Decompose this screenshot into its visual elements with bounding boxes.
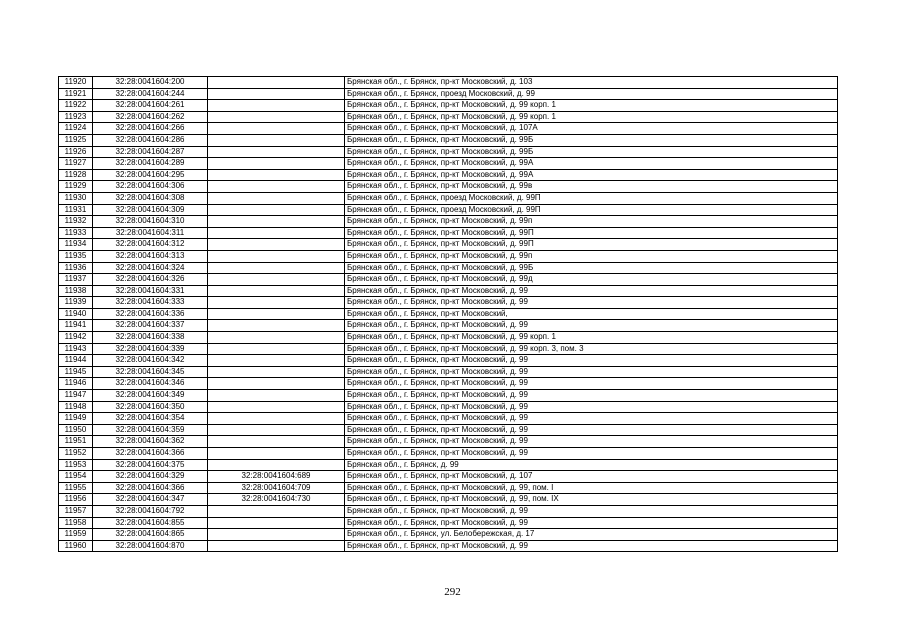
address-cell: Брянская обл., г. Брянск, пр-кт Московский, д. 99п — [345, 216, 838, 228]
row-number-cell: 11927 — [59, 158, 93, 170]
address-cell: Брянская обл., г. Брянск, пр-кт Московский, д. 99в — [345, 181, 838, 193]
cadastral-number-cell: 32:28:0041604:350 — [93, 401, 208, 413]
row-number-cell: 11955 — [59, 482, 93, 494]
cadastral-number-cell: 32:28:0041604:200 — [93, 77, 208, 89]
table-body — [59, 77, 838, 552]
cadastral-number-cell: 32:28:0041604:359 — [93, 424, 208, 436]
cadastral-number-cell: 32:28:0041604:349 — [93, 390, 208, 402]
address-cell: Брянская обл., г. Брянск, пр-кт Московский, д. 99д — [345, 274, 838, 286]
row-number-cell: 11953 — [59, 459, 93, 471]
address-cell: Брянская обл., г. Брянск, проезд Московский, д. 99П — [345, 204, 838, 216]
table-row — [59, 204, 838, 216]
linked-cadastral-number-cell — [208, 274, 345, 286]
row-number-cell: 11954 — [59, 471, 93, 483]
linked-cadastral-number-cell — [208, 181, 345, 193]
row-number-cell: 11933 — [59, 227, 93, 239]
row-number-cell: 11946 — [59, 378, 93, 390]
address-cell: Брянская обл., г. Брянск, пр-кт Московский, д. 99 — [345, 413, 838, 425]
cadastral-number-cell: 32:28:0041604:313 — [93, 250, 208, 262]
table-row — [59, 448, 838, 460]
linked-cadastral-number-cell — [208, 505, 345, 517]
row-number-cell: 11922 — [59, 100, 93, 112]
cadastral-number-cell: 32:28:0041604:266 — [93, 123, 208, 135]
cadastral-number-cell: 32:28:0041604:329 — [93, 471, 208, 483]
cadastral-number-cell: 32:28:0041604:310 — [93, 216, 208, 228]
row-number-cell: 11951 — [59, 436, 93, 448]
table-row — [59, 158, 838, 170]
cadastral-number-cell: 32:28:0041604:286 — [93, 134, 208, 146]
linked-cadastral-number-cell — [208, 262, 345, 274]
linked-cadastral-number-cell — [208, 134, 345, 146]
row-number-cell: 11941 — [59, 320, 93, 332]
linked-cadastral-number-cell — [208, 355, 345, 367]
cadastral-number-cell: 32:28:0041604:295 — [93, 169, 208, 181]
table-row — [59, 390, 838, 402]
row-number-cell: 11959 — [59, 529, 93, 541]
row-number-cell: 11920 — [59, 77, 93, 89]
row-number-cell: 11926 — [59, 146, 93, 158]
table-row — [59, 436, 838, 448]
table-row — [59, 494, 838, 506]
table-row — [59, 471, 838, 483]
linked-cadastral-number-cell — [208, 308, 345, 320]
address-cell: Брянская обл., г. Брянск, пр-кт Московский, д. 99 корп. 1 — [345, 332, 838, 344]
table-row — [59, 355, 838, 367]
cadastral-number-cell: 32:28:0041604:336 — [93, 308, 208, 320]
cadastral-number-cell: 32:28:0041604:375 — [93, 459, 208, 471]
row-number-cell: 11935 — [59, 250, 93, 262]
address-cell: Брянская обл., г. Брянск, пр-кт Московский, д. 99 корп. 1 — [345, 100, 838, 112]
linked-cadastral-number-cell — [208, 320, 345, 332]
table-row — [59, 366, 838, 378]
cadastral-number-cell: 32:28:0041604:312 — [93, 239, 208, 251]
row-number-cell: 11950 — [59, 424, 93, 436]
table-row — [59, 77, 838, 89]
table-row — [59, 285, 838, 297]
cadastral-number-cell: 32:28:0041604:289 — [93, 158, 208, 170]
cadastral-number-cell: 32:28:0041604:261 — [93, 100, 208, 112]
row-number-cell: 11937 — [59, 274, 93, 286]
cadastral-number-cell: 32:28:0041604:337 — [93, 320, 208, 332]
address-cell: Брянская обл., г. Брянск, пр-кт Московский, д. 107А — [345, 123, 838, 135]
row-number-cell: 11948 — [59, 401, 93, 413]
address-cell: Брянская обл., г. Брянск, пр-кт Московский, д. 103 — [345, 77, 838, 89]
linked-cadastral-number-cell — [208, 413, 345, 425]
cadastral-number-cell: 32:28:0041604:366 — [93, 448, 208, 460]
linked-cadastral-number-cell — [208, 239, 345, 251]
address-cell: Брянская обл., г. Брянск, пр-кт Московский, д. 99 — [345, 320, 838, 332]
address-cell: Брянская обл., г. Брянск, пр-кт Московский, д. 99 — [345, 436, 838, 448]
row-number-cell: 11943 — [59, 343, 93, 355]
row-number-cell: 11923 — [59, 111, 93, 123]
table-row — [59, 146, 838, 158]
table-row — [59, 181, 838, 193]
cadastral-number-cell: 32:28:0041604:311 — [93, 227, 208, 239]
table-row — [59, 378, 838, 390]
cadastral-number-cell: 32:28:0041604:792 — [93, 505, 208, 517]
address-cell: Брянская обл., г. Брянск, пр-кт Московский, д. 99 — [345, 285, 838, 297]
row-number-cell: 11956 — [59, 494, 93, 506]
table-row — [59, 111, 838, 123]
address-cell: Брянская обл., г. Брянск, пр-кт Московский, д. 99 — [345, 366, 838, 378]
cadastral-number-cell: 32:28:0041604:865 — [93, 529, 208, 541]
table-row — [59, 401, 838, 413]
address-cell: Брянская обл., г. Брянск, пр-кт Московский, д. 99 корп. 3, пом. 3 — [345, 343, 838, 355]
address-cell: Брянская обл., г. Брянск, пр-кт Московский, д. 99п — [345, 250, 838, 262]
table-row — [59, 88, 838, 100]
cadastral-number-cell: 32:28:0041604:362 — [93, 436, 208, 448]
cadastral-number-cell: 32:28:0041604:306 — [93, 181, 208, 193]
linked-cadastral-number-cell — [208, 123, 345, 135]
linked-cadastral-number-cell — [208, 366, 345, 378]
address-cell: Брянская обл., г. Брянск, пр-кт Московский, д. 107 — [345, 471, 838, 483]
address-cell: Брянская обл., г. Брянск, пр-кт Московский, д. 99 — [345, 297, 838, 309]
table-row — [59, 262, 838, 274]
address-cell: Брянская обл., г. Брянск, пр-кт Московский, д. 99 — [345, 517, 838, 529]
address-cell: Брянская обл., г. Брянск, пр-кт Московский, д. 99, пом. I — [345, 482, 838, 494]
cadastral-number-cell: 32:28:0041604:324 — [93, 262, 208, 274]
cadastral-number-cell: 32:28:0041604:262 — [93, 111, 208, 123]
linked-cadastral-number-cell — [208, 540, 345, 552]
table-row — [59, 459, 838, 471]
table-row — [59, 529, 838, 541]
address-cell: Брянская обл., г. Брянск, пр-кт Московский, д. 99 — [345, 540, 838, 552]
linked-cadastral-number-cell — [208, 216, 345, 228]
table-row — [59, 216, 838, 228]
row-number-cell: 11925 — [59, 134, 93, 146]
table-row — [59, 192, 838, 204]
linked-cadastral-number-cell — [208, 100, 345, 112]
linked-cadastral-number-cell — [208, 517, 345, 529]
table-row — [59, 274, 838, 286]
row-number-cell: 11952 — [59, 448, 93, 460]
address-cell: Брянская обл., г. Брянск, пр-кт Московский, д. 99, пом. IX — [345, 494, 838, 506]
row-number-cell: 11931 — [59, 204, 93, 216]
table-row — [59, 505, 838, 517]
linked-cadastral-number-cell — [208, 297, 345, 309]
table-row — [59, 227, 838, 239]
table-row — [59, 100, 838, 112]
property-table — [58, 76, 838, 552]
row-number-cell: 11945 — [59, 366, 93, 378]
row-number-cell: 11934 — [59, 239, 93, 251]
row-number-cell: 11930 — [59, 192, 93, 204]
cadastral-number-cell: 32:28:0041604:347 — [93, 494, 208, 506]
linked-cadastral-number-cell — [208, 459, 345, 471]
table-row — [59, 297, 838, 309]
address-cell: Брянская обл., г. Брянск, пр-кт Московский, д. 99 — [345, 401, 838, 413]
linked-cadastral-number-cell — [208, 343, 345, 355]
address-cell: Брянская обл., г. Брянск, пр-кт Московский, д. 99А — [345, 169, 838, 181]
table-row — [59, 413, 838, 425]
row-number-cell: 11940 — [59, 308, 93, 320]
linked-cadastral-number-cell — [208, 250, 345, 262]
address-cell: Брянская обл., г. Брянск, ул. Белобережская, д. 17 — [345, 529, 838, 541]
address-cell: Брянская обл., г. Брянск, пр-кт Московский, д. 99 — [345, 390, 838, 402]
cadastral-number-cell: 32:28:0041604:339 — [93, 343, 208, 355]
row-number-cell: 11960 — [59, 540, 93, 552]
table-row — [59, 239, 838, 251]
linked-cadastral-number-cell — [208, 204, 345, 216]
table-row — [59, 424, 838, 436]
address-cell: Брянская обл., г. Брянск, пр-кт Московский, д. 99 корп. 1 — [345, 111, 838, 123]
cadastral-number-cell: 32:28:0041604:338 — [93, 332, 208, 344]
row-number-cell: 11947 — [59, 390, 93, 402]
row-number-cell: 11958 — [59, 517, 93, 529]
table-row — [59, 320, 838, 332]
linked-cadastral-number-cell — [208, 111, 345, 123]
cadastral-number-cell: 32:28:0041604:333 — [93, 297, 208, 309]
table-row — [59, 343, 838, 355]
address-cell: Брянская обл., г. Брянск, проезд Московский, д. 99 — [345, 88, 838, 100]
linked-cadastral-number-cell — [208, 401, 345, 413]
linked-cadastral-number-cell — [208, 77, 345, 89]
address-cell: Брянская обл., г. Брянск, пр-кт Московский, д. 99Б — [345, 134, 838, 146]
cadastral-number-cell: 32:28:0041604:308 — [93, 192, 208, 204]
linked-cadastral-number-cell — [208, 378, 345, 390]
row-number-cell: 11921 — [59, 88, 93, 100]
linked-cadastral-number-cell — [208, 158, 345, 170]
cadastral-number-cell: 32:28:0041604:244 — [93, 88, 208, 100]
linked-cadastral-number-cell: 32:28:0041604:730 — [208, 494, 345, 506]
address-cell: Брянская обл., г. Брянск, пр-кт Московский, д. 99 — [345, 505, 838, 517]
cadastral-number-cell: 32:28:0041604:342 — [93, 355, 208, 367]
table-row — [59, 517, 838, 529]
address-cell: Брянская обл., г. Брянск, пр-кт Московский, д. 99П — [345, 227, 838, 239]
linked-cadastral-number-cell — [208, 88, 345, 100]
row-number-cell: 11924 — [59, 123, 93, 135]
row-number-cell: 11957 — [59, 505, 93, 517]
table-row — [59, 482, 838, 494]
row-number-cell: 11942 — [59, 332, 93, 344]
linked-cadastral-number-cell — [208, 285, 345, 297]
table-row — [59, 169, 838, 181]
linked-cadastral-number-cell — [208, 169, 345, 181]
table-row — [59, 332, 838, 344]
linked-cadastral-number-cell — [208, 227, 345, 239]
linked-cadastral-number-cell — [208, 332, 345, 344]
cadastral-number-cell: 32:28:0041604:346 — [93, 378, 208, 390]
table-row — [59, 250, 838, 262]
cadastral-number-cell: 32:28:0041604:345 — [93, 366, 208, 378]
cadastral-number-cell: 32:28:0041604:309 — [93, 204, 208, 216]
linked-cadastral-number-cell — [208, 390, 345, 402]
cadastral-number-cell: 32:28:0041604:855 — [93, 517, 208, 529]
linked-cadastral-number-cell — [208, 448, 345, 460]
address-cell: Брянская обл., г. Брянск, пр-кт Московский, д. 99Б — [345, 146, 838, 158]
row-number-cell: 11929 — [59, 181, 93, 193]
address-cell: Брянская обл., г. Брянск, пр-кт Московский, д. 99 — [345, 355, 838, 367]
linked-cadastral-number-cell: 32:28:0041604:689 — [208, 471, 345, 483]
row-number-cell: 11932 — [59, 216, 93, 228]
page-number: 292 — [444, 586, 461, 598]
cadastral-number-cell: 32:28:0041604:354 — [93, 413, 208, 425]
table-row — [59, 134, 838, 146]
address-cell: Брянская обл., г. Брянск, д. 99 — [345, 459, 838, 471]
cadastral-number-cell: 32:28:0041604:331 — [93, 285, 208, 297]
linked-cadastral-number-cell — [208, 424, 345, 436]
cadastral-number-cell: 32:28:0041604:366 — [93, 482, 208, 494]
table-row — [59, 540, 838, 552]
row-number-cell: 11938 — [59, 285, 93, 297]
address-cell: Брянская обл., г. Брянск, пр-кт Московский, д. 99Б — [345, 262, 838, 274]
address-cell: Брянская обл., г. Брянск, пр-кт Московский, — [345, 308, 838, 320]
linked-cadastral-number-cell — [208, 529, 345, 541]
table-row — [59, 308, 838, 320]
row-number-cell: 11928 — [59, 169, 93, 181]
address-cell: Брянская обл., г. Брянск, пр-кт Московский, д. 99 — [345, 448, 838, 460]
cadastral-number-cell: 32:28:0041604:287 — [93, 146, 208, 158]
address-cell: Брянская обл., г. Брянск, проезд Московский, д. 99П — [345, 192, 838, 204]
table-row — [59, 123, 838, 135]
linked-cadastral-number-cell — [208, 192, 345, 204]
address-cell: Брянская обл., г. Брянск, пр-кт Московский, д. 99А — [345, 158, 838, 170]
linked-cadastral-number-cell — [208, 146, 345, 158]
linked-cadastral-number-cell: 32:28:0041604:709 — [208, 482, 345, 494]
row-number-cell: 11949 — [59, 413, 93, 425]
cadastral-number-cell: 32:28:0041604:870 — [93, 540, 208, 552]
address-cell: Брянская обл., г. Брянск, пр-кт Московский, д. 99П — [345, 239, 838, 251]
row-number-cell: 11936 — [59, 262, 93, 274]
address-cell: Брянская обл., г. Брянск, пр-кт Московский, д. 99 — [345, 424, 838, 436]
linked-cadastral-number-cell — [208, 436, 345, 448]
row-number-cell: 11944 — [59, 355, 93, 367]
cadastral-number-cell: 32:28:0041604:326 — [93, 274, 208, 286]
address-cell: Брянская обл., г. Брянск, пр-кт Московский, д. 99 — [345, 378, 838, 390]
row-number-cell: 11939 — [59, 297, 93, 309]
